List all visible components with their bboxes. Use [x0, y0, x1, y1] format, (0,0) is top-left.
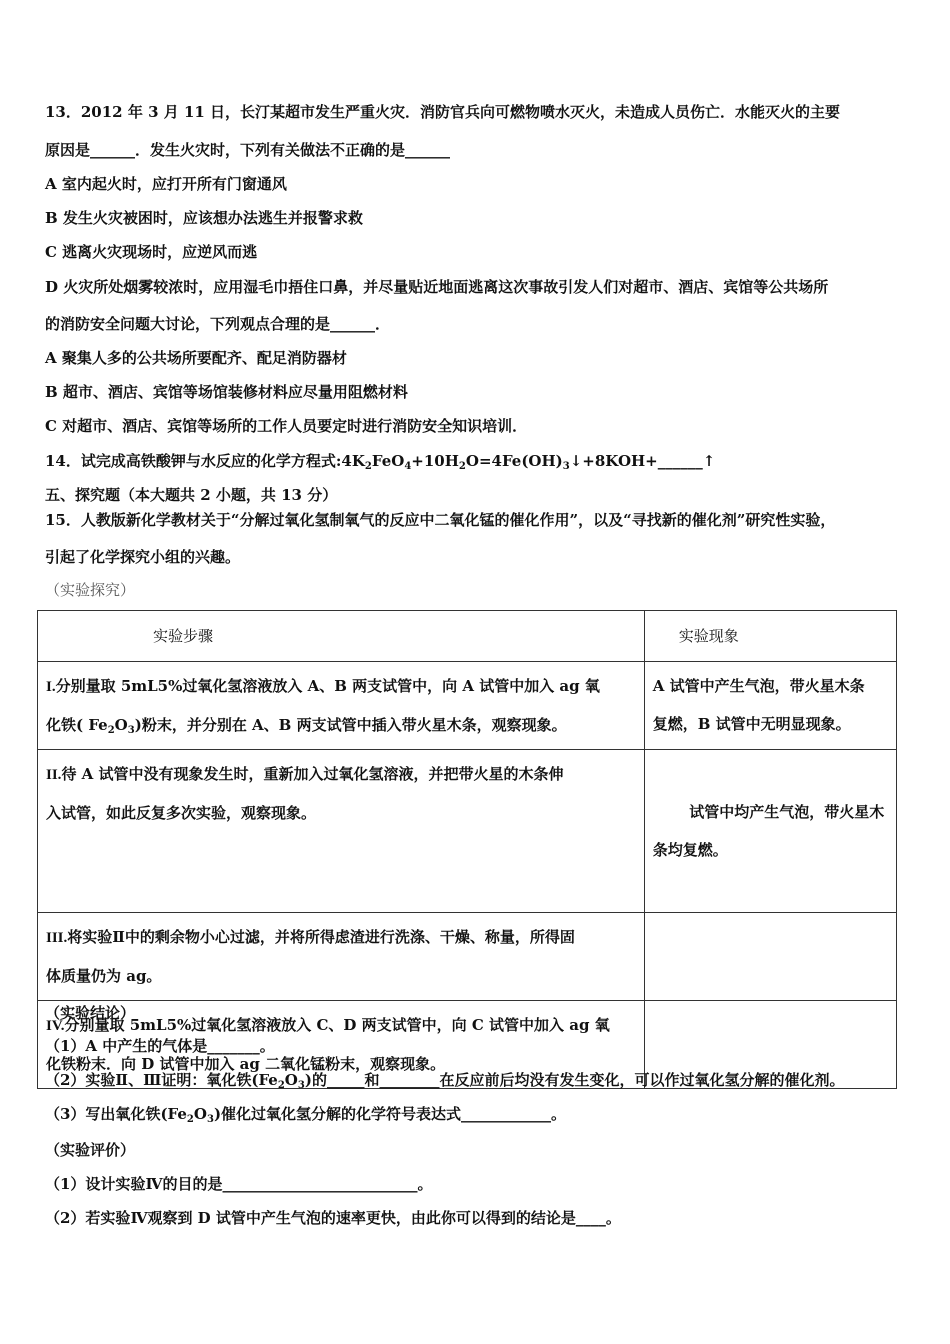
- table-row: [38, 750, 897, 913]
- explore-label: （实验探究）: [45, 581, 136, 599]
- q13-option-d-line2: 的消防安全问题大讨论，下列观点合理的是______．: [45, 315, 391, 333]
- conclusion-2: （2）实验Ⅱ、Ⅲ证明：氧化铁$(Fe_2O_3)$的_____和________在反应前后均没有发生变化，可以作过氧化氢分解的催化剂。: [45, 1071, 845, 1091]
- q13-line2: 原因是______．发生火灾时，下列有关做法不正确的是______: [45, 141, 451, 159]
- q13-option-a: A 室内起火时，应打开所有门窗通风: [45, 175, 287, 193]
- step-cell-3: III.将实验Ⅱ中的剩余物小心过滤，并将所得虑渣进行洗涤、干燥、称量，所得固 体质量仍为 ag。: [38, 913, 645, 1001]
- header-phenomena: 实验现象: [644, 611, 896, 662]
- q13-line1: 13．2012 年 3 月 11 日，长汀某超市发生严重火灾．消防官兵向可燃物喷水灭火，未造成人员伤亡．水能灭火的主要: [45, 103, 841, 121]
- q15-line1: 15．人教版新化学教材关于“分解过氧化氢制氧气的反应中二氧化锰的催化作用”，以及“寻找新的催化剂”研究性实验，: [45, 511, 836, 529]
- q15-line2: 引起了化学探究小组的兴趣。: [45, 548, 241, 566]
- phenomenon-cell-1: A 试管中产生气泡，带火星木条 复燃，B 试管中无明显现象。: [644, 662, 896, 750]
- phenomenon-cell-2: 试管中均产生气泡，带火星木 条均复燃。: [644, 750, 896, 913]
- conclusion-1: （1）A 中产生的气体是_______。: [45, 1037, 275, 1055]
- step-cell-4: IV.分别量取 5mL5%过氧化氢溶液放入 C、D 两支试管中，向 C 试管中加入 ag 氧 化铁粉末．向 D 试管中加入 ag 二氧化锰粉末，观察现象。: [38, 1001, 645, 1089]
- phenomenon-cell-3: [644, 913, 896, 1001]
- q13-option-c: C 逃离火灾现场时，应逆风而逃: [45, 243, 258, 261]
- q13-opinion-b: B 超市、酒店、宾馆等场馆装修材料应尽量用阻燃材料: [45, 383, 408, 401]
- q13-option-b: B 发生火灾被困时，应该想办法逃生并报警求救: [45, 209, 363, 227]
- evaluation-1: （1）设计实验Ⅳ的目的是__________________________。: [45, 1175, 433, 1193]
- table-header-row: [38, 611, 897, 662]
- conclusion-3: （3）写出氧化铁$(Fe_2O_3)$催化过氧化氢分解的化学符号表达式____________。: [45, 1105, 567, 1125]
- header-steps: 实验步骤: [38, 611, 645, 662]
- evaluation-2: （2）若实验Ⅳ观察到 D 试管中产生气泡的速率更快，由此你可以得到的结论是____。: [45, 1209, 621, 1227]
- table-row: [38, 662, 897, 750]
- experiment-table: [37, 610, 897, 1089]
- q13-opinion-c: C 对超市、酒店、宾馆等场所的工作人员要定时进行消防安全知识培训．: [45, 417, 528, 435]
- q13-option-d-line1: D 火灾所处烟雾较浓时，应用湿毛巾捂住口鼻，并尽量贴近地面逃离这次事故引发人们对超市、酒店、宾馆等公共场所: [45, 278, 829, 296]
- table-row: [38, 913, 897, 1001]
- step-cell-1: I.分别量取 5mL5%过氧化氢溶液放入 A、B 两支试管中，向 A 试管中加入 ag 氧 化铁( $Fe_2O_3$)粉末，并分别在 A、B 两支试管中插入带火星木条，观察现象。: [38, 662, 645, 750]
- section-five-heading: 五、探究题（本大题共 2 小题，共 13 分）: [45, 486, 338, 504]
- q13-opinion-a: A 聚集人多的公共场所要配齐、配足消防器材: [45, 349, 347, 367]
- step-cell-2: II.待 A 试管中没有现象发生时，重新加入过氧化氢溶液，并把带火星的木条伸 入试管，如此反复多次实验，观察现象。: [38, 750, 645, 913]
- conclusion-label: （实验结论）: [45, 1004, 136, 1022]
- q14-equation: 14．试完成高铁酸钾与水反应的化学方程式$:4K_2FeO_4+10H_2O=4Fe(OH)_3↓+8KOH+\_\_\_\_\_\_↑$: [45, 452, 716, 472]
- evaluation-label: （实验评价）: [45, 1141, 136, 1159]
